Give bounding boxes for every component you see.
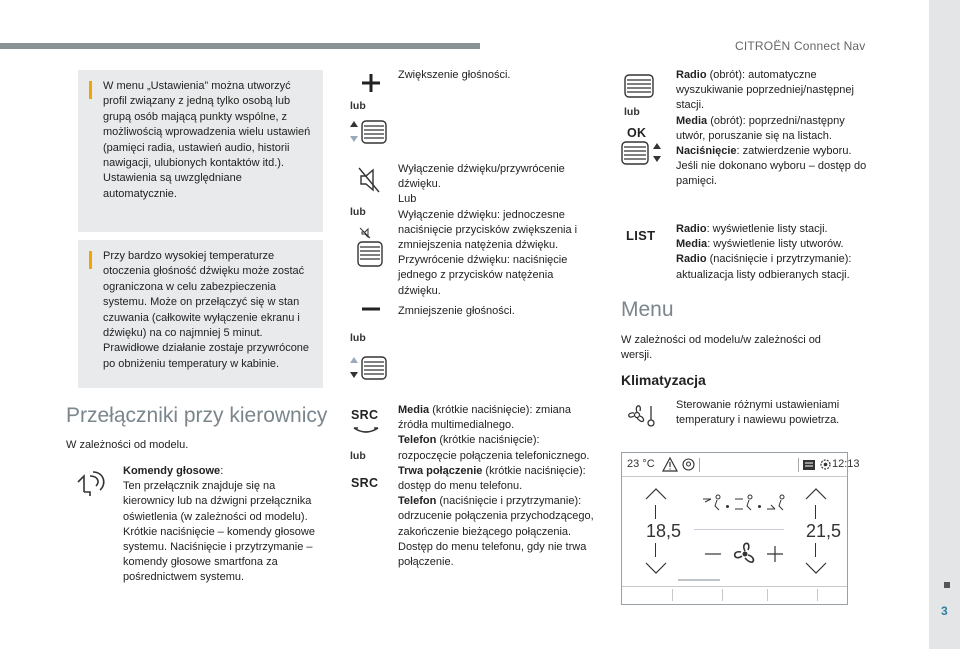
airflow-feet-icon[interactable] <box>766 493 788 513</box>
src-button-label-alt: SRC <box>351 476 379 490</box>
rotary-item: Naciśnięcie: zatwierdzenie wyboru. Jeśli nie dokonano wyboru – dostęp do pamięci. <box>676 145 867 188</box>
note-text: W menu „Ustawienia” można utworzyć profil związany z jedną tylko osobą lub grupą osób mającą punkty wspólne, z możliwością wprowadzenia wielu ustawień (pamięci radia, ustawień audio, historii nawigacji, ulubionych kontaktów itd.). Ustawienia są uwzględniane automatycznie. <box>103 80 311 200</box>
climate-title: Klimatyzacja <box>621 372 706 388</box>
climate-screen <box>621 452 860 605</box>
rotary-item: Media (obrót): poprzedni/następny utwór, poruszanie się na listach. <box>676 114 845 142</box>
airflow-face-icon[interactable] <box>702 493 724 513</box>
note-marker-icon <box>89 81 92 99</box>
voice-title: Komendy głosowe <box>123 465 221 477</box>
fan-speed-icon <box>730 539 760 569</box>
volume-down-text: Zmniejszenie głośności. <box>398 305 515 317</box>
steering-intro: W zależności od modelu. <box>66 439 189 451</box>
ok-button-label: OK <box>627 126 647 140</box>
src-button-label: SRC <box>351 408 379 422</box>
or-label: lub <box>624 106 640 118</box>
fan-increase-icon[interactable] <box>766 545 784 563</box>
temp-tick <box>815 543 816 557</box>
list-item: Radio: wyświetlenie listy stacji. <box>676 223 828 235</box>
src-item: Telefon (krótkie naciśnięcie): rozpoczęcie połączenia telefonicznego. <box>398 434 590 462</box>
mute-icon <box>358 166 380 194</box>
voice-desc: Ten przełącznik znajduje się na kierownicy lub na dźwigni przełącznika oświetlenia (w zależności od modelu). Krótkie naciśnięcie – komendy głosowe systemu. Naciśnięcie i przytrzymanie – komendy głosowe smartfona za pośrednictwem systemu. <box>123 480 315 584</box>
right-temp-up-icon[interactable] <box>804 487 828 501</box>
right-temp-down-icon[interactable] <box>804 561 828 575</box>
list-button-label: LIST <box>626 228 656 243</box>
left-temperature: 18,5 <box>646 521 682 541</box>
plus-icon <box>360 72 382 94</box>
thumbwheel-down-icon <box>346 354 388 382</box>
list-description <box>676 222 872 283</box>
screen-bottom-bar <box>622 586 847 604</box>
clock: 12:13 <box>832 458 860 470</box>
voice-command-text: Komendy głosowe: Ten przełącznik znajduje się na kierownicy lub na dźwigni przełącznika oświetlenia (w zależności od modelu). Krótkie naciśnięcie – komendy głosowe systemu. Naciśnięcie i przytrzymanie – komendy głosowe smartfona za pośrednictwem systemu. <box>123 465 315 584</box>
continue-marker-icon <box>944 582 950 588</box>
note-text: Przy bardzo wysokiej temperaturze otoczenia głośność dźwięku może zostać ograniczona w celu zabezpieczenia systemu. Może on przełączyć się w stan czuwania (całkowite wyłączenie ekranu i dźwięku) na co najmniej 5 minut. Prawidłowe działanie zostaje przywrócone po obniżeniu temperatury w kabinie. <box>103 250 310 370</box>
voice-command-icon <box>74 468 110 498</box>
section-title-menu: Menu <box>621 298 674 321</box>
section-title-steering: Przełączniki przy kierownicy <box>66 404 328 427</box>
temp-tick <box>655 505 656 519</box>
info-note-temperature <box>78 240 323 388</box>
list-item: Media: wyświetlenie listy utworów. <box>676 238 844 251</box>
thumbwheel-mute-icon <box>356 226 384 268</box>
src-button-icon <box>352 424 380 436</box>
or-label: lub <box>350 100 366 112</box>
fan-decrease-icon[interactable] <box>704 551 722 557</box>
page-number: 3 <box>941 604 948 618</box>
page-sidebar <box>929 0 960 649</box>
right-temperature: 21,5 <box>806 521 842 541</box>
screen-status-bar <box>622 453 860 477</box>
top-rule <box>0 43 480 49</box>
src-item: Telefon (naciśnięcie i przytrzymanie): odrzucenie połączenia przychodzącego, zakończenie bieżącego połączenia. Dostęp do menu telefonu, gdy nie trwa połączenie. <box>398 495 594 569</box>
src-description <box>398 403 594 570</box>
or-label: lub <box>350 450 366 462</box>
src-item: Media (krótkie naciśnięcie): zmiana źródła multimedialnego. <box>398 404 572 432</box>
left-temp-up-icon[interactable] <box>644 487 668 501</box>
note-marker-icon <box>89 251 92 269</box>
or-label: lub <box>350 206 366 218</box>
or-label: lub <box>350 332 366 344</box>
airflow-face-feet-icon[interactable] <box>734 493 756 513</box>
gear-icon <box>819 458 832 471</box>
message-icon <box>802 459 816 471</box>
thumbwheel-up-icon <box>346 118 388 146</box>
rotary-knob-icon <box>621 72 657 100</box>
rotary-item: Radio (obrót): automatyczne wyszukiwanie poprzedniej/następnej stacji. <box>676 69 854 112</box>
list-item: Radio (naciśnięcie i przytrzymanie): aktualizacja listy odbieranych stacji. <box>676 253 852 281</box>
volume-up-text: Zwiększenie głośności. <box>398 69 511 81</box>
divider <box>694 529 784 530</box>
location-icon <box>682 458 695 471</box>
minus-icon <box>360 305 382 313</box>
left-temp-down-icon[interactable] <box>644 561 668 575</box>
src-item: Trwa połączenie (krótkie naciśnięcie): dostęp do menu telefonu. <box>398 464 586 493</box>
temp-tick <box>655 543 656 557</box>
mute-text: Wyłączenie dźwięku/przywrócenie dźwięku. Lub Wyłączenie dźwięku: jednoczesne naciśnięcie przycisków zwiększenia i zmniejszenia natężenia dźwięku. Przywrócenie dźwięku: naciśnięcie jednego z przycisków natężenia dźwięku. <box>398 163 578 297</box>
climate-text: Sterowanie różnymi ustawieniami temperatury i nawiewu powietrza. <box>676 399 840 427</box>
outside-temperature: 23 °C <box>627 458 655 470</box>
warning-icon <box>662 457 678 472</box>
rotary-description <box>676 68 872 190</box>
climate-fan-icon <box>624 400 658 430</box>
menu-intro: W zależności od modelu/w zależności od wersji. <box>621 334 821 362</box>
ok-knob-icon <box>620 140 664 166</box>
brand-header: CITROËN Connect Nav <box>735 39 866 53</box>
temp-tick <box>815 505 816 519</box>
info-note-profiles <box>78 70 323 232</box>
page-indicator <box>678 579 720 581</box>
